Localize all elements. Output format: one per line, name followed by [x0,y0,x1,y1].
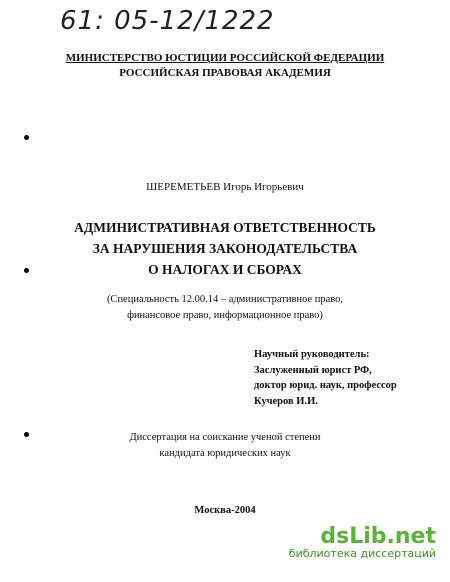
watermark-subtitle: библиотека диссертаций [288,547,436,560]
ministry-header: МИНИСТЕРСТВО ЮСТИЦИИ РОССИЙСКОЙ ФЕДЕРАЦИИ [65,52,385,64]
dslib-watermark [289,524,436,560]
supervisor-line: доктор юрид. наук, профессор [254,380,397,391]
supervisor-block [254,347,397,409]
title-line: ЗА НАРУШЕНИЯ ЗАКОНОДАТЕЛЬСТВА [92,241,358,256]
city-year: Москва-2004 [194,505,256,516]
specialty-line: (Специальность 12.00.14 – административное право, [106,294,344,305]
dissertation-line: кандидата юридических наук [159,448,291,459]
scan-dot [24,135,29,140]
specialty [0,292,450,324]
specialty-line: финансовое право, информационное право) [127,310,323,321]
watermark-logo: dsLib.net [320,524,436,549]
supervisor-line: Заслуженный юрист РФ, [254,364,372,376]
supervisor-line: Научный руководитель: [254,349,370,360]
title-line: АДМИНИСТРАТИВНАЯ ОТВЕТСТВЕННОСТЬ [74,220,376,235]
dissertation-title [0,217,450,280]
author-name: ШЕРЕМЕТЬЕВ Игорь Игорьевич [146,181,304,193]
dissertation-statement [0,430,450,462]
title-line: О НАЛОГАХ И СБОРАХ [148,262,302,277]
dissertation-line: Диссертация на соискание ученой степени [129,432,321,443]
academy-header: РОССИЙСКАЯ ПРАВОВАЯ АКАДЕМИЯ [119,67,331,79]
supervisor-line: Кучеров И.И. [254,395,318,407]
handwritten-archive-code: 61: 05-12/1222 [60,6,275,36]
